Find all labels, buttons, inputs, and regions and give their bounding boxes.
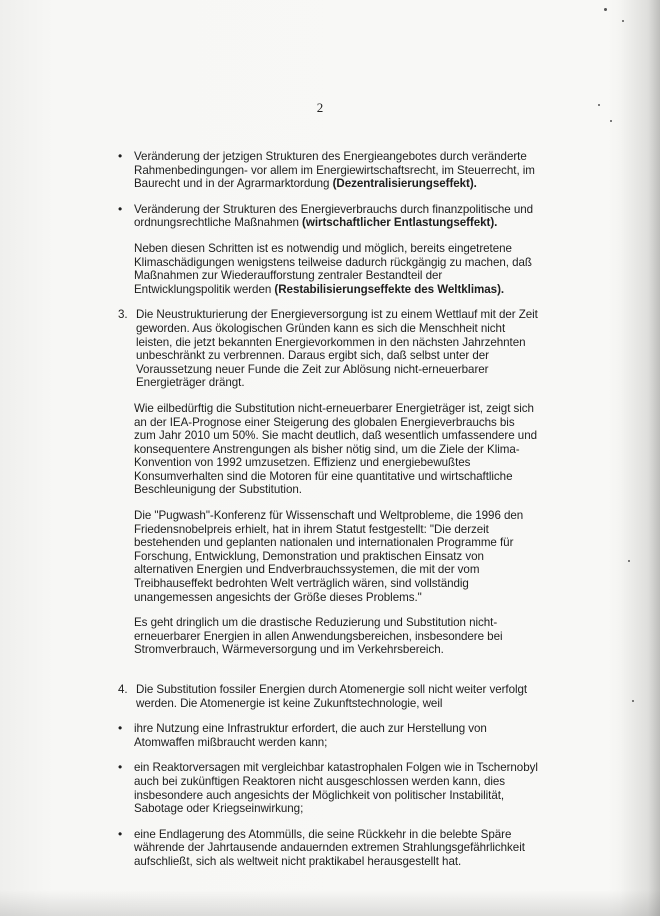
paragraph [118, 242, 538, 296]
paragraph-text: Neben diesen Schritten ist es notwendig und möglich, bereits eingetretene Klimaschädigungen wenigstens teilweise dadurch rückgängig zu machen, daß Maßnahmen zur Wiederaufforstung zentraler Bestandteil der Entwicklungspolitik werden [134, 241, 532, 296]
scan-shadow-right [620, 0, 660, 916]
item-text: Die Neustrukturierung der Energieversorgung ist zu einem Wettlauf mit der Zeit geworden. Aus ökologischen Gründen kann es sich die Menschheit nicht leisten, die jetzt bekannten Energievorkommen in den nächsten Jahrzehnten unbeschränkt zu verbrennen. Daraus ergibt sich, daß selbst unter der Voraussetzung neuer Funde die Zeit zur Ablösung nicht-erneuerbarer Energieträger drängt. [136, 308, 538, 390]
paragraph-text: Wie eilbedürftig die Substitution nicht-erneuerbarer Energieträger ist, zeigt sich an der IEA-Prognose einer Steigerung des globalen Energieverbrauchs bis zum Jahr 2010 um 50%. Sie macht deutlich, daß wesentlich umfassendere und konsequentere Anstrengungen als bisher nötig sind, um die Ziele der Klima-Konvention von 1992 umzusetzen. Effizienz und energiebewußtes Konsumverhalten sind die Motoren für eine quantitative und wirtschaftliche Beschleunigung der Substitution. [134, 401, 537, 497]
item-emphasis: (Dezentralisierungseffekt). [332, 177, 477, 191]
scan-speck [622, 20, 624, 22]
item-number: 3. [118, 308, 128, 322]
item-text: ihre Nutzung eine Infrastruktur erfordert, die auch zur Herstellung von Atomwaffen mißbraucht werden kann; [134, 722, 487, 749]
numbered-item [118, 683, 538, 710]
item-number: 4. [118, 683, 128, 696]
bullet-icon: • [118, 760, 123, 775]
scan-speck [604, 8, 607, 11]
spacer [118, 669, 538, 683]
item-emphasis: (wirtschaftlicher Entlastungseffekt). [302, 216, 498, 230]
paragraph-text: Es geht dringlich um die drastische Reduzierung und Substitution nicht-erneuerbarer Energien in allen Anwendungsbereichen, insbesondere bei Stromverbrauch, Wärmeversorgung und im Verkehrsbereich. [134, 616, 503, 657]
item-text: Die Substitution fossiler Energien durch Atomenergie soll nicht weiter verfolgt werden. Die Atomenergie ist keine Zukunftstechnologie, weil [136, 683, 528, 710]
scan-speck [632, 700, 634, 702]
scan-speck [628, 560, 630, 562]
item-text: ein Reaktorversagen mit vergleichbar katastrophalen Folgen wie in Tschernobyl auch bei zukünftigen Reaktoren nicht ausgeschlossen werden kann, dies insbesondere auch angesichts der Möglichkeit von politischer Instabilität, Sabotage oder Kriegseinwirkung; [134, 761, 538, 816]
list-item [118, 150, 538, 191]
list-item [118, 828, 538, 869]
bullet-icon: • [118, 826, 123, 841]
item-text: eine Endlagerung des Atommülls, die seine Rückkehr in die belebte Späre währende der Jahrtausende andauernden extremen Strahlungsgefährlichkeit aufschließt, sich als weltweit nicht praktikabel herausgestellt hat. [134, 827, 525, 868]
paragraph-text: Die "Pugwash"-Konferenz für Wissenschaft und Weltprobleme, die 1996 den Friedensnobelpreis erhielt, hat in ihrem Statut festgestellt: "Die derzeit bestehenden und geplanten nationalen und internationalen Programme für Forschung, Entwicklung, Demonstration und praktischen Einsatz von alternativen Energien und Endverbrauchssystemen, die mit der vom Treibhauseffekt bedrohten Welt verträglich wären, sind vollständig unangemessen angesichts der Größe dieses Problems." [134, 509, 524, 604]
paragraph [118, 509, 538, 604]
bullet-icon: • [118, 149, 123, 163]
scan-shadow-bottom [0, 890, 660, 916]
item-text: Veränderung der jetzigen Strukturen des Energieangebotes durch veränderte Rahmenbedingungen- vor allem im Energiewirtschaftsrecht, im Steuerrecht, im Baurecht und in der Agrarmarktordung [134, 150, 535, 191]
item-text: Veränderung der Strukturen des Energieverbrauchs durch finanzpolitische und ordnungsrechtliche Maßnahmen [134, 202, 534, 230]
paragraph [118, 402, 538, 497]
list-item [118, 761, 538, 815]
numbered-item [118, 308, 538, 390]
scan-speck [610, 120, 612, 122]
list-item [118, 203, 538, 230]
list-item [118, 722, 538, 749]
bullet-icon: • [118, 721, 123, 736]
paragraph-emphasis: (Restabilisierungseffekte des Weltklimas). [274, 282, 505, 296]
document-body [118, 150, 538, 881]
bullet-icon: • [118, 201, 123, 216]
paragraph [118, 616, 538, 657]
page-number: 2 [316, 100, 324, 115]
